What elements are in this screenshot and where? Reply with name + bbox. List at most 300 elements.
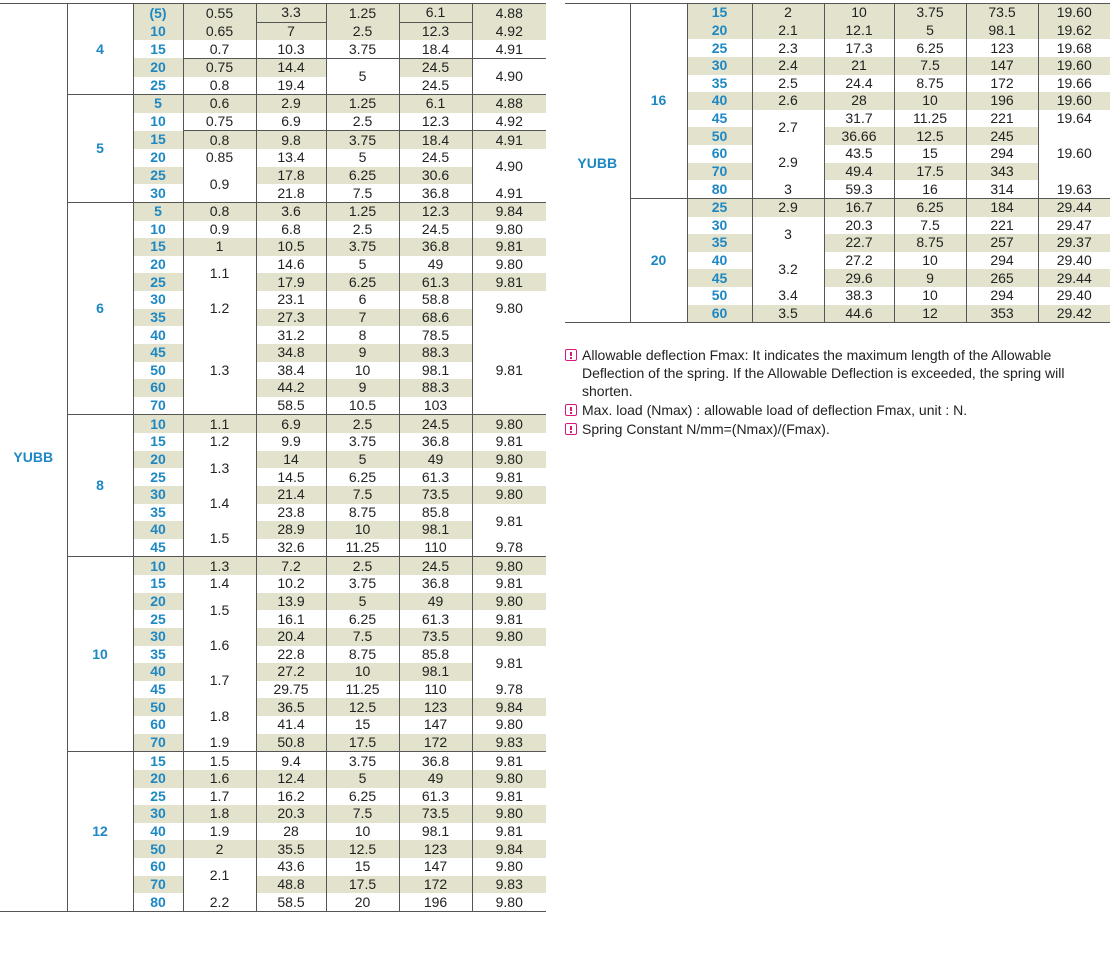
max-load-cell: 294 bbox=[966, 145, 1038, 163]
inner-diameter-cell: 29.75 bbox=[256, 681, 326, 699]
max-load-cell: 24.5 bbox=[399, 221, 472, 239]
length-cell: 20 bbox=[687, 22, 752, 40]
max-load-cell: 314 bbox=[966, 180, 1038, 198]
spring-constant-cell: 19.62 bbox=[1038, 22, 1110, 40]
length-cell: 35 bbox=[133, 309, 183, 327]
max-load-cell: 6.1 bbox=[399, 95, 472, 113]
length-cell: 80 bbox=[711, 180, 728, 197]
length-cell: 35 bbox=[687, 234, 752, 252]
deflection-cell: 2.5 bbox=[326, 415, 399, 433]
deflection-cell: 12.5 bbox=[894, 127, 966, 145]
series-cell: YUBB bbox=[0, 4, 67, 912]
inner-diameter-cell: 38.3 bbox=[824, 287, 894, 305]
wire-diameter-cell: 1.6 bbox=[183, 770, 256, 788]
spring-constant-cell: 19.68 bbox=[1038, 39, 1110, 57]
length-cell: 40 bbox=[133, 521, 183, 539]
diameter-cell: 12 bbox=[67, 752, 133, 912]
wire-diameter-cell: 2.5 bbox=[752, 75, 824, 93]
spring-constant-cell: 4.91 bbox=[472, 184, 546, 202]
note-item bbox=[565, 346, 1095, 400]
deflection-cell: 7.5 bbox=[326, 805, 399, 823]
spring-constant-cell: 19.60 bbox=[1038, 57, 1110, 75]
deflection-cell: 2.5 bbox=[326, 22, 399, 40]
spring-constant-cell: 4.91 bbox=[472, 131, 546, 149]
deflection-cell: 6.25 bbox=[326, 167, 399, 185]
max-load-cell: 257 bbox=[966, 234, 1038, 252]
deflection-cell: 5 bbox=[326, 58, 399, 94]
wire-diameter-cell: 1.7 bbox=[183, 663, 256, 698]
max-load-cell: 196 bbox=[399, 893, 472, 911]
length-cell: 20 bbox=[133, 451, 183, 469]
inner-diameter-cell: 44.6 bbox=[824, 305, 894, 323]
length-cell: (5) bbox=[133, 4, 183, 23]
length-cell: 45 bbox=[150, 539, 166, 556]
spring-constant-cell: 19.60 bbox=[1038, 127, 1110, 180]
inner-diameter-cell: 27.2 bbox=[824, 252, 894, 270]
wire-diameter-cell: 1.8 bbox=[183, 805, 256, 823]
length-cell: 25 bbox=[711, 39, 728, 56]
length-cell: 20 bbox=[133, 593, 183, 611]
length-cell: 40 bbox=[150, 823, 166, 840]
max-load-cell: 98.1 bbox=[399, 362, 472, 380]
wire-diameter-cell: 1.2 bbox=[183, 291, 256, 326]
spring-constant-cell: 9.81 bbox=[472, 326, 546, 415]
deflection-cell: 10 bbox=[894, 252, 966, 270]
deflection-cell: 5 bbox=[894, 22, 966, 40]
max-load-cell: 58.8 bbox=[399, 291, 472, 309]
wire-diameter-cell: 1.7 bbox=[183, 788, 256, 806]
inner-diameter-cell: 58.5 bbox=[256, 397, 326, 415]
inner-diameter-cell: 20.3 bbox=[256, 805, 326, 823]
deflection-cell: 7.5 bbox=[326, 184, 399, 202]
wire-diameter-cell: 1.9 bbox=[183, 823, 256, 841]
max-load-cell: 265 bbox=[966, 269, 1038, 287]
wire-diameter-cell: 0.75 bbox=[183, 58, 256, 76]
deflection-cell: 6.25 bbox=[894, 39, 966, 57]
wire-diameter-cell: 1.5 bbox=[183, 752, 256, 770]
inner-diameter-cell: 10.2 bbox=[256, 575, 326, 593]
deflection-cell: 11.25 bbox=[894, 110, 966, 128]
deflection-cell: 9 bbox=[894, 269, 966, 287]
spring-constant-cell: 19.60 bbox=[1038, 4, 1110, 22]
wire-diameter-cell: 3 bbox=[752, 180, 824, 198]
length-cell: 50 bbox=[687, 127, 752, 145]
length-cell: 20 bbox=[150, 149, 166, 166]
inner-diameter-cell: 13.9 bbox=[256, 593, 326, 611]
wire-diameter-cell: 0.65 bbox=[183, 22, 256, 40]
max-load-cell: 294 bbox=[966, 252, 1038, 270]
deflection-cell: 8 bbox=[326, 326, 399, 344]
max-load-cell: 98.1 bbox=[399, 663, 472, 681]
spring-constant-cell: 19.60 bbox=[1038, 92, 1110, 110]
length-cell: 25 bbox=[133, 273, 183, 291]
length-cell: 50 bbox=[711, 287, 728, 304]
spring-constant-cell: 4.92 bbox=[472, 22, 546, 40]
spring-constant-cell: 9.81 bbox=[472, 610, 546, 628]
deflection-cell: 17.5 bbox=[326, 876, 399, 894]
spring-constant-cell: 9.83 bbox=[472, 734, 546, 752]
spring-spec-table-left bbox=[0, 3, 546, 912]
inner-diameter-cell: 6.9 bbox=[256, 415, 326, 433]
wire-diameter-cell: 3.5 bbox=[752, 305, 824, 323]
spring-constant-cell: 4.91 bbox=[472, 40, 546, 58]
inner-diameter-cell: 48.8 bbox=[256, 876, 326, 894]
inner-diameter-cell: 6.8 bbox=[256, 221, 326, 239]
length-cell: 60 bbox=[150, 858, 166, 875]
deflection-cell: 7 bbox=[326, 309, 399, 327]
inner-diameter-cell: 27.2 bbox=[256, 663, 326, 681]
spring-constant-cell: 9.78 bbox=[472, 539, 546, 557]
wire-diameter-cell: 0.8 bbox=[183, 77, 256, 95]
deflection-cell: 5 bbox=[326, 593, 399, 611]
length-cell: 10 bbox=[133, 557, 183, 575]
wire-diameter-cell: 1.5 bbox=[183, 593, 256, 628]
max-load-cell: 110 bbox=[399, 539, 472, 557]
inner-diameter-cell: 36.66 bbox=[824, 127, 894, 145]
length-cell: 25 bbox=[687, 198, 752, 216]
max-load-cell: 12.3 bbox=[399, 22, 472, 40]
deflection-cell: 2.5 bbox=[326, 221, 399, 239]
length-cell: 40 bbox=[150, 326, 166, 343]
length-cell: 35 bbox=[150, 503, 166, 520]
length-cell: 20 bbox=[133, 58, 183, 76]
wire-diameter-cell: 1.3 bbox=[183, 451, 256, 486]
spring-constant-cell: 19.64 bbox=[1038, 110, 1110, 128]
max-load-cell: 196 bbox=[966, 92, 1038, 110]
inner-diameter-cell: 9.4 bbox=[256, 752, 326, 770]
length-cell: 30 bbox=[133, 486, 183, 504]
deflection-cell: 5 bbox=[326, 451, 399, 469]
length-cell: 40 bbox=[711, 252, 728, 269]
length-cell: 60 bbox=[150, 716, 166, 733]
spring-constant-cell: 4.88 bbox=[472, 95, 546, 113]
length-cell: 25 bbox=[133, 167, 183, 185]
spring-constant-cell: 9.80 bbox=[472, 451, 546, 469]
inner-diameter-cell: 38.4 bbox=[256, 362, 326, 380]
deflection-cell: 10 bbox=[894, 92, 966, 110]
max-load-cell: 61.3 bbox=[399, 468, 472, 486]
diameter-cell: 6 bbox=[67, 202, 133, 415]
length-cell: 10 bbox=[133, 415, 183, 433]
max-load-cell: 61.3 bbox=[399, 788, 472, 806]
wire-diameter-cell: 2.1 bbox=[752, 22, 824, 40]
max-load-cell: 78.5 bbox=[399, 326, 472, 344]
max-load-cell: 18.4 bbox=[399, 40, 472, 58]
max-load-cell: 36.8 bbox=[399, 184, 472, 202]
wire-diameter-cell: 3 bbox=[752, 217, 824, 252]
max-load-cell: 36.8 bbox=[399, 575, 472, 593]
length-cell: 60 bbox=[687, 305, 752, 323]
deflection-cell: 8.75 bbox=[894, 234, 966, 252]
max-load-cell: 49 bbox=[399, 770, 472, 788]
max-load-cell: 123 bbox=[399, 698, 472, 716]
spring-constant-cell: 9.81 bbox=[472, 238, 546, 256]
spring-constant-cell: 9.80 bbox=[472, 716, 546, 734]
inner-diameter-cell: 7.2 bbox=[256, 557, 326, 575]
inner-diameter-cell: 9.9 bbox=[256, 433, 326, 451]
wire-diameter-cell: 1.6 bbox=[183, 628, 256, 663]
spring-constant-cell: 9.84 bbox=[472, 698, 546, 716]
wire-diameter-cell: 3.4 bbox=[752, 287, 824, 305]
warning-icon bbox=[565, 349, 577, 361]
deflection-cell: 6 bbox=[326, 291, 399, 309]
max-load-cell: 110 bbox=[399, 681, 472, 699]
length-cell: 35 bbox=[711, 74, 728, 91]
length-cell: 30 bbox=[133, 628, 183, 646]
wire-diameter-cell: 0.9 bbox=[183, 221, 256, 239]
spring-constant-cell: 4.90 bbox=[472, 149, 546, 184]
deflection-cell: 15 bbox=[894, 145, 966, 163]
max-load-cell: 6.1 bbox=[399, 4, 472, 23]
inner-diameter-cell: 35.5 bbox=[256, 840, 326, 858]
wire-diameter-cell: 0.8 bbox=[183, 131, 256, 149]
max-load-cell: 85.8 bbox=[399, 646, 472, 664]
wire-diameter-cell: 0.55 bbox=[183, 4, 256, 23]
wire-diameter-cell: 1 bbox=[183, 238, 256, 256]
deflection-cell: 10.5 bbox=[326, 397, 399, 415]
wire-diameter-cell: 0.6 bbox=[183, 95, 256, 113]
inner-diameter-cell: 10.5 bbox=[256, 238, 326, 256]
deflection-cell: 7.5 bbox=[326, 628, 399, 646]
max-load-cell: 103 bbox=[399, 397, 472, 415]
max-load-cell: 24.5 bbox=[399, 77, 472, 95]
length-cell: 45 bbox=[711, 110, 728, 127]
max-load-cell: 49 bbox=[399, 451, 472, 469]
length-cell: 45 bbox=[150, 681, 166, 698]
deflection-cell: 2.5 bbox=[326, 557, 399, 575]
max-load-cell: 30.6 bbox=[399, 167, 472, 185]
inner-diameter-cell: 16.1 bbox=[256, 610, 326, 628]
max-load-cell: 98.1 bbox=[399, 823, 472, 841]
max-load-cell: 68.6 bbox=[399, 309, 472, 327]
note-text: Max. load (Nmax) : allowable load of deflection Fmax, unit : N. bbox=[582, 402, 968, 418]
max-load-cell: 49 bbox=[399, 593, 472, 611]
max-load-cell: 172 bbox=[399, 734, 472, 752]
note-item bbox=[565, 420, 1095, 438]
deflection-cell: 16 bbox=[894, 180, 966, 198]
inner-diameter-cell: 19.4 bbox=[256, 77, 326, 95]
spring-constant-cell: 19.63 bbox=[1038, 180, 1110, 198]
diameter-cell: 10 bbox=[67, 557, 133, 752]
length-cell: 15 bbox=[150, 575, 166, 592]
inner-diameter-cell: 49.4 bbox=[824, 163, 894, 181]
spring-constant-cell: 9.81 bbox=[472, 273, 546, 291]
inner-diameter-cell: 31.2 bbox=[256, 326, 326, 344]
spring-constant-cell: 29.42 bbox=[1038, 305, 1110, 323]
max-load-cell: 88.3 bbox=[399, 344, 472, 362]
spring-constant-cell: 9.80 bbox=[472, 415, 546, 433]
length-cell: 60 bbox=[711, 145, 728, 162]
deflection-cell: 3.75 bbox=[326, 575, 399, 593]
length-cell: 10 bbox=[150, 113, 166, 130]
inner-diameter-cell: 6.9 bbox=[256, 113, 326, 131]
length-cell: 50 bbox=[150, 361, 166, 378]
max-load-cell: 294 bbox=[966, 287, 1038, 305]
inner-diameter-cell: 29.6 bbox=[824, 269, 894, 287]
spring-constant-cell: 9.80 bbox=[472, 858, 546, 876]
max-load-cell: 61.3 bbox=[399, 610, 472, 628]
wire-diameter-cell: 2.9 bbox=[752, 198, 824, 216]
inner-diameter-cell: 12.4 bbox=[256, 770, 326, 788]
inner-diameter-cell: 10 bbox=[824, 4, 894, 22]
deflection-cell: 11.25 bbox=[326, 539, 399, 557]
max-load-cell: 147 bbox=[399, 716, 472, 734]
max-load-cell: 24.5 bbox=[399, 149, 472, 167]
inner-diameter-cell: 43.5 bbox=[824, 145, 894, 163]
inner-diameter-cell: 27.3 bbox=[256, 309, 326, 327]
deflection-cell: 1.25 bbox=[326, 95, 399, 113]
length-cell: 40 bbox=[687, 92, 752, 110]
max-load-cell: 73.5 bbox=[399, 486, 472, 504]
spring-constant-cell: 29.40 bbox=[1038, 287, 1110, 305]
spring-constant-cell: 9.81 bbox=[472, 468, 546, 486]
deflection-cell: 10 bbox=[894, 287, 966, 305]
max-load-cell: 123 bbox=[399, 840, 472, 858]
inner-diameter-cell: 22.7 bbox=[824, 234, 894, 252]
max-load-cell: 36.8 bbox=[399, 752, 472, 770]
deflection-cell: 10 bbox=[326, 663, 399, 681]
deflection-cell: 12 bbox=[894, 305, 966, 323]
max-load-cell: 88.3 bbox=[399, 379, 472, 397]
inner-diameter-cell: 20.3 bbox=[824, 217, 894, 235]
wire-diameter-cell: 2.2 bbox=[183, 893, 256, 911]
length-cell: 30 bbox=[150, 184, 166, 201]
inner-diameter-cell: 41.4 bbox=[256, 716, 326, 734]
inner-diameter-cell: 16.2 bbox=[256, 788, 326, 806]
deflection-cell: 8.75 bbox=[894, 75, 966, 93]
wire-diameter-cell: 1.1 bbox=[183, 256, 256, 291]
inner-diameter-cell: 22.8 bbox=[256, 646, 326, 664]
wire-diameter-cell: 1.9 bbox=[183, 734, 256, 752]
deflection-cell: 1.25 bbox=[326, 4, 399, 23]
max-load-cell: 172 bbox=[966, 75, 1038, 93]
inner-diameter-cell: 28 bbox=[256, 823, 326, 841]
inner-diameter-cell: 44.2 bbox=[256, 379, 326, 397]
deflection-cell: 6.25 bbox=[326, 468, 399, 486]
wire-diameter-cell: 0.7 bbox=[183, 40, 256, 58]
deflection-cell: 9 bbox=[326, 379, 399, 397]
length-cell: 15 bbox=[687, 4, 752, 22]
inner-diameter-cell: 3.6 bbox=[256, 202, 326, 220]
spring-constant-cell: 9.83 bbox=[472, 876, 546, 894]
inner-diameter-cell: 3.3 bbox=[256, 4, 326, 23]
deflection-cell: 17.5 bbox=[894, 163, 966, 181]
spring-constant-cell: 9.81 bbox=[472, 504, 546, 539]
max-load-cell: 36.8 bbox=[399, 433, 472, 451]
max-load-cell: 172 bbox=[399, 876, 472, 894]
inner-diameter-cell: 23.1 bbox=[256, 291, 326, 309]
inner-diameter-cell: 2.9 bbox=[256, 95, 326, 113]
wire-diameter-cell: 1.3 bbox=[183, 326, 256, 415]
length-cell: 70 bbox=[150, 397, 166, 414]
wire-diameter-cell: 1.3 bbox=[183, 557, 256, 575]
max-load-cell: 36.8 bbox=[399, 238, 472, 256]
max-load-cell: 61.3 bbox=[399, 273, 472, 291]
spring-constant-cell: 9.81 bbox=[472, 646, 546, 681]
deflection-cell: 3.75 bbox=[326, 238, 399, 256]
deflection-cell: 2.5 bbox=[326, 113, 399, 131]
length-cell: 25 bbox=[150, 468, 166, 485]
deflection-cell: 6.25 bbox=[326, 788, 399, 806]
wire-diameter-cell: 2.6 bbox=[752, 92, 824, 110]
length-cell: 50 bbox=[133, 698, 183, 716]
spring-constant-cell: 19.66 bbox=[1038, 75, 1110, 93]
inner-diameter-cell: 43.6 bbox=[256, 858, 326, 876]
length-cell: 15 bbox=[133, 131, 183, 149]
max-load-cell: 73.5 bbox=[966, 4, 1038, 22]
spring-constant-cell: 9.80 bbox=[472, 770, 546, 788]
diameter-cell: 5 bbox=[67, 95, 133, 203]
spring-constant-cell: 9.80 bbox=[472, 291, 546, 326]
wire-diameter-cell: 2.3 bbox=[752, 39, 824, 57]
spring-constant-cell: 9.81 bbox=[472, 823, 546, 841]
inner-diameter-cell: 14.5 bbox=[256, 468, 326, 486]
spring-constant-cell: 9.84 bbox=[472, 840, 546, 858]
max-load-cell: 98.1 bbox=[966, 22, 1038, 40]
deflection-cell: 5 bbox=[326, 149, 399, 167]
length-cell: 10 bbox=[150, 220, 166, 237]
spring-constant-cell: 9.80 bbox=[472, 557, 546, 575]
inner-diameter-cell: 16.7 bbox=[824, 198, 894, 216]
notes-section bbox=[565, 346, 1095, 439]
deflection-cell: 11.25 bbox=[326, 681, 399, 699]
inner-diameter-cell: 9.8 bbox=[256, 131, 326, 149]
deflection-cell: 20 bbox=[326, 893, 399, 911]
inner-diameter-cell: 32.6 bbox=[256, 539, 326, 557]
diameter-cell: 16 bbox=[630, 4, 687, 199]
deflection-cell: 10 bbox=[326, 362, 399, 380]
note-text: Spring Constant N/mm=(Nmax)/(Fmax). bbox=[582, 421, 830, 437]
inner-diameter-cell: 50.8 bbox=[256, 734, 326, 752]
deflection-cell: 7.5 bbox=[894, 217, 966, 235]
inner-diameter-cell: 34.8 bbox=[256, 344, 326, 362]
spring-constant-cell: 9.80 bbox=[472, 805, 546, 823]
spring-constant-cell: 4.90 bbox=[472, 58, 546, 94]
max-load-cell: 12.3 bbox=[399, 113, 472, 131]
inner-diameter-cell: 21 bbox=[824, 57, 894, 75]
inner-diameter-cell: 28 bbox=[824, 92, 894, 110]
series-cell: YUBB bbox=[565, 4, 630, 323]
warning-icon bbox=[565, 404, 577, 416]
warning-icon bbox=[565, 423, 577, 435]
max-load-cell: 18.4 bbox=[399, 131, 472, 149]
deflection-cell: 10 bbox=[326, 823, 399, 841]
max-load-cell: 12.3 bbox=[399, 202, 472, 220]
wire-diameter-cell: 1.5 bbox=[183, 521, 256, 557]
inner-diameter-cell: 31.7 bbox=[824, 110, 894, 128]
spring-constant-cell: 29.40 bbox=[1038, 252, 1110, 270]
max-load-cell: 49 bbox=[399, 256, 472, 274]
inner-diameter-cell: 21.4 bbox=[256, 486, 326, 504]
spring-constant-cell: 9.78 bbox=[472, 681, 546, 699]
spring-constant-cell: 9.80 bbox=[472, 628, 546, 646]
length-cell: 30 bbox=[687, 57, 752, 75]
wire-diameter-cell: 1.2 bbox=[183, 433, 256, 451]
length-cell: 50 bbox=[133, 840, 183, 858]
spring-constant-cell: 9.81 bbox=[472, 575, 546, 593]
max-load-cell: 184 bbox=[966, 198, 1038, 216]
length-cell: 70 bbox=[133, 876, 183, 894]
length-cell: 30 bbox=[133, 805, 183, 823]
spring-constant-cell: 9.81 bbox=[472, 788, 546, 806]
length-cell: 5 bbox=[133, 202, 183, 220]
inner-diameter-cell: 28.9 bbox=[256, 521, 326, 539]
inner-diameter-cell: 36.5 bbox=[256, 698, 326, 716]
spring-constant-cell: 9.80 bbox=[472, 486, 546, 504]
inner-diameter-cell: 23.8 bbox=[256, 504, 326, 522]
max-load-cell: 24.5 bbox=[399, 557, 472, 575]
deflection-cell: 17.5 bbox=[326, 734, 399, 752]
